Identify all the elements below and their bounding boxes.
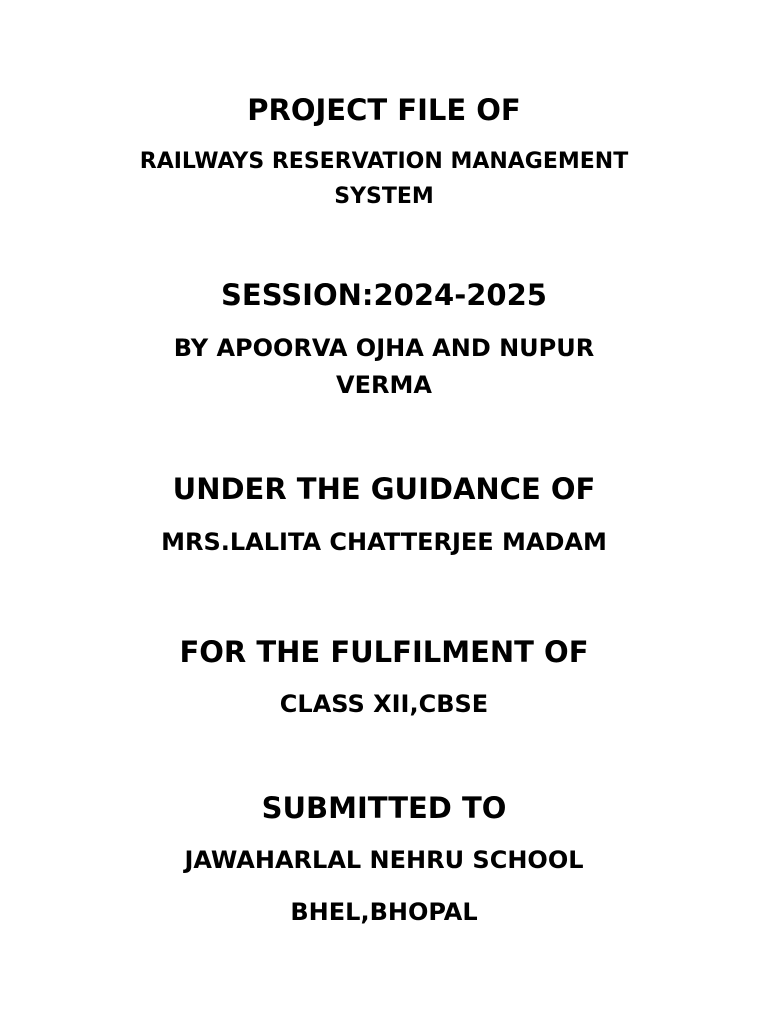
- project-file-heading: PROJECT FILE OF: [247, 93, 521, 127]
- project-title-line-2: SYSTEM: [334, 184, 434, 209]
- authors-line-1: BY APOORVA OJHA AND NUPUR: [173, 334, 595, 362]
- authors-line-2: VERMA: [336, 371, 432, 399]
- submitted-heading: SUBMITTED TO: [261, 791, 507, 825]
- fulfilment-heading: FOR THE FULFILMENT OF: [179, 635, 589, 669]
- session-heading: SESSION:2024-2025: [221, 278, 547, 312]
- guide-name: MRS.LALITA CHATTERJEE MADAM: [161, 528, 607, 556]
- guidance-heading: UNDER THE GUIDANCE OF: [172, 472, 596, 506]
- school-name: JAWAHARLAL NEHRU SCHOOL: [184, 846, 584, 874]
- school-location: BHEL,BHOPAL: [290, 898, 478, 926]
- project-title-line-1: RAILWAYS RESERVATION MANAGEMENT: [139, 149, 629, 174]
- class-info: CLASS XII,CBSE: [279, 690, 489, 718]
